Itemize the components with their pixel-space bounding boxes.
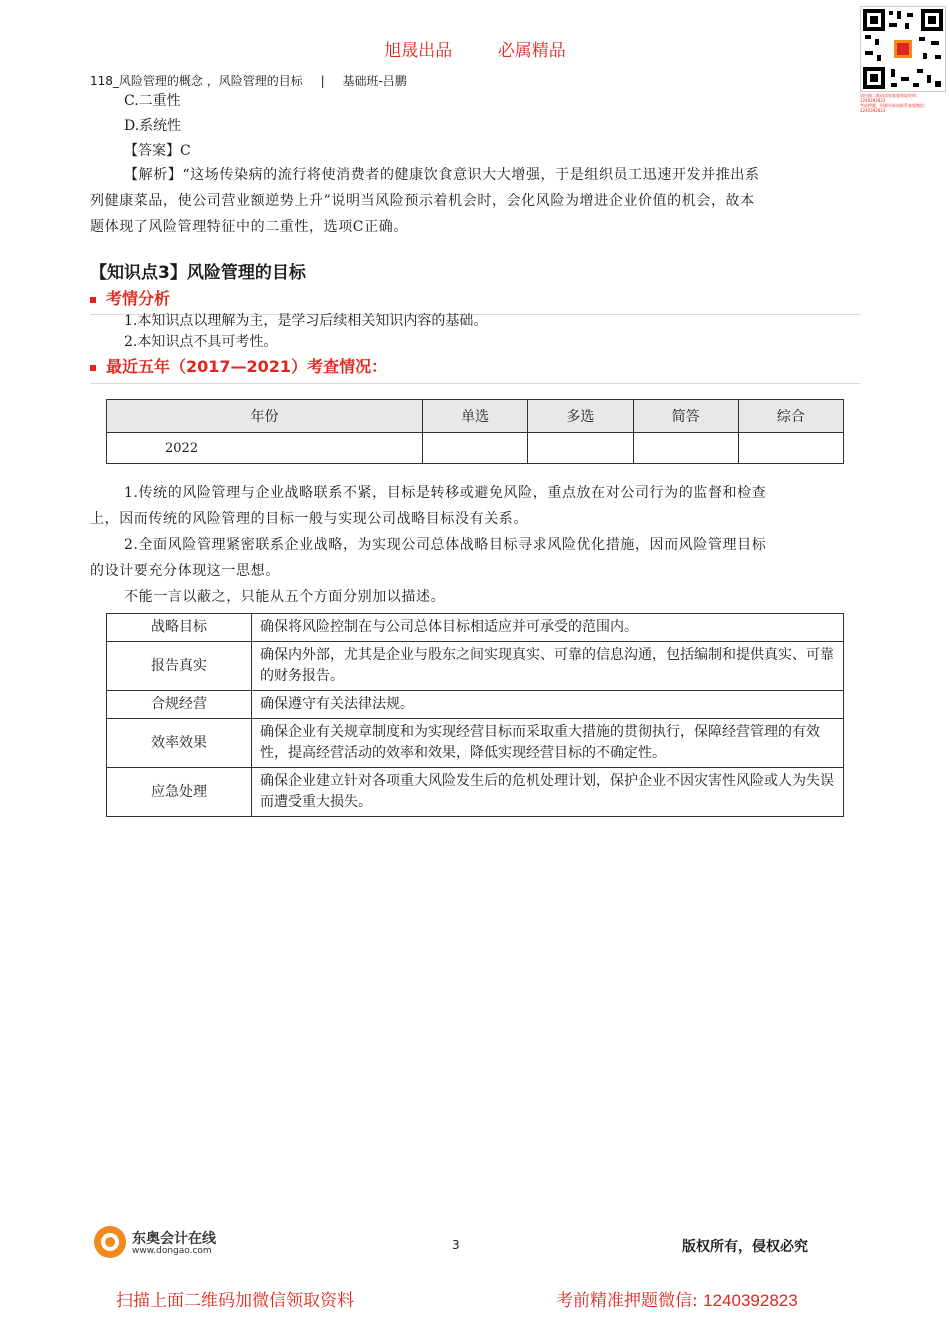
recent-exams-title: 最近五年（2017—2021）考查情况： — [106, 357, 388, 376]
bullet-square-icon — [90, 297, 96, 303]
body-line: 1.传统的风险管理与企业战略联系不紧，目标是转移或避免风险，重点放在对公司行为的监督和检查 — [124, 485, 767, 501]
table-row — [107, 614, 844, 642]
bullet-square-icon — [90, 365, 96, 371]
objective-desc: 确保将风险控制在与公司总体目标相适应并可承受的范围内。 — [252, 614, 844, 642]
divider — [90, 383, 860, 384]
course-name: 基础班-吕鹏 — [342, 74, 407, 88]
exam-analysis-heading — [90, 286, 170, 309]
logo-url: www.dongao.com — [132, 1246, 212, 1256]
promo-left: 扫描上面二维码加微信领取资料 — [116, 1291, 354, 1311]
copyright: 版权所有，侵权必究 — [682, 1239, 808, 1255]
body-line: 的设计要充分体现这一思想。 — [90, 563, 280, 579]
table-header-row — [107, 400, 844, 433]
table-header-cell: 年份 — [107, 400, 423, 433]
brand-left: 旭晟出品 — [384, 41, 453, 61]
brand-header — [0, 36, 950, 61]
header-separator: | — [320, 74, 325, 88]
qr-code — [860, 6, 946, 92]
doc-header-line — [90, 72, 407, 89]
table-header-cell: 简答 — [633, 400, 738, 433]
objective-name: 战略目标 — [107, 614, 252, 642]
table-row — [107, 768, 844, 817]
promo-wechat-number: 1240392823 — [703, 1291, 798, 1310]
qr-caption-line: 考前押题，资源更新请联系客服微信：1240392823 — [860, 103, 928, 113]
table-cell — [738, 433, 843, 464]
objective-name: 应急处理 — [107, 768, 252, 817]
promo-right-label: 考前精准押题微信: — [556, 1291, 698, 1311]
body-line: 不能一言以蔽之，只能从五个方面分别加以描述。 — [124, 589, 446, 605]
logo-name: 东奥会计在线 — [132, 1231, 216, 1247]
qr-caption-line: 请扫描二维码添加客服领取资料：1240392823 — [860, 93, 920, 103]
objective-desc: 确保企业有关规章制度和为实现经营目标而采取重大措施的贯彻执行，保障经营管理的有效性，提高经营活动的效率和效果，降低实现经营目标的不确定性。 — [252, 719, 844, 768]
exam-frequency-table — [106, 399, 844, 464]
brand-right: 必属精品 — [497, 41, 566, 61]
table-row — [107, 719, 844, 768]
objective-desc: 确保遵守有关法律法规。 — [252, 691, 844, 719]
objective-desc: 确保内外部，尤其是企业与股东之间实现真实、可靠的信息沟通，包括编制和提供真实、可靠的财务报告。 — [252, 642, 844, 691]
table-cell — [633, 433, 738, 464]
exam-analysis-item: 2.本知识点不具可考性。 — [124, 334, 278, 350]
exam-analysis-item: 1.本知识点以理解为主，是学习后续相关知识内容的基础。 — [124, 313, 488, 329]
analysis-line: 【解析】“这场传染病的流行将使消费者的健康饮食意识大大增强，于是组织员工迅速开发并推出系 — [124, 167, 760, 183]
table-cell — [528, 433, 633, 464]
objective-desc: 确保企业建立针对各项重大风险发生后的危机处理计划，保护企业不因灾害性风险或人为失误而遭受重大损失。 — [252, 768, 844, 817]
table-header-cell: 多选 — [528, 400, 633, 433]
analysis-line: 题体现了风险管理特征中的二重性，选项C正确。 — [90, 219, 408, 235]
table-row — [107, 642, 844, 691]
body-text — [90, 480, 860, 610]
table-header-cell: 单选 — [423, 400, 528, 433]
objective-name: 报告真实 — [107, 642, 252, 691]
page-number: 3 — [452, 1238, 460, 1252]
table-row — [107, 691, 844, 719]
option-d: D.系统性 — [124, 118, 182, 134]
exam-analysis-title: 考情分析 — [106, 289, 171, 308]
objective-name: 效率效果 — [107, 719, 252, 768]
table-cell-year: 2022 — [107, 433, 423, 464]
analysis — [90, 162, 860, 240]
option-c: C.二重性 — [124, 93, 181, 109]
objective-name: 合规经营 — [107, 691, 252, 719]
dongao-logo-icon — [92, 1224, 128, 1260]
table-header-cell: 综合 — [738, 400, 843, 433]
body-line: 上，因而传统的风险管理的目标一般与实现公司战略目标没有关系。 — [90, 511, 528, 527]
answer: 【答案】C — [124, 143, 191, 159]
table-cell — [423, 433, 528, 464]
qr-code-icon — [861, 7, 945, 91]
table-row — [107, 433, 844, 464]
analysis-line: 列健康菜品，使公司营业额逆势上升”说明当风险预示着机会时，会化风险为增进企业价值的机会，故本 — [90, 193, 755, 209]
section-title: 【知识点3】风险管理的目标 — [90, 263, 306, 283]
doc-title: 118_风险管理的概念 ，风险管理的目标 — [90, 74, 303, 88]
objectives-table — [106, 613, 844, 817]
promo-right — [556, 1286, 798, 1311]
qr-caption — [860, 93, 944, 113]
recent-exams-heading — [90, 354, 387, 377]
body-line: 2.全面风险管理紧密联系企业战略，为实现公司总体战略目标寻求风险优化措施，因而风险管理目标 — [124, 537, 767, 553]
